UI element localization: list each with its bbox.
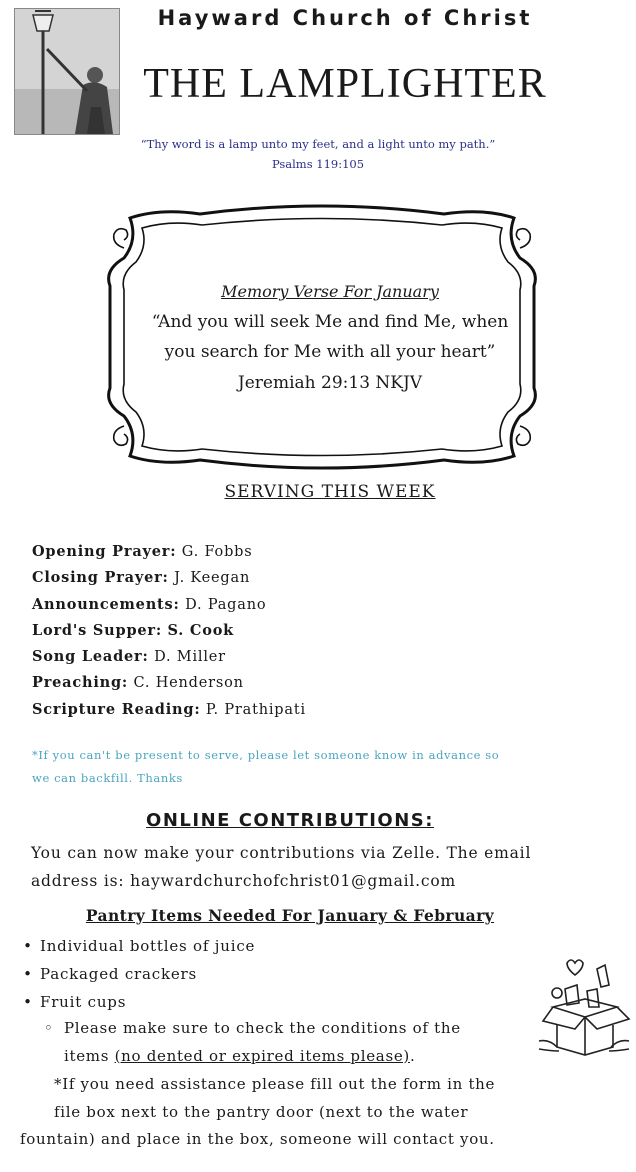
online-contributions-text <box>31 840 611 895</box>
serving-note-line-1: *If you can't be present to serve, please let someone know in advance so <box>32 748 500 762</box>
bullet-icon: • <box>23 993 33 1011</box>
serving-role: Song Leader: <box>32 648 149 666</box>
pantry-item-label: Fruit cups <box>40 993 127 1011</box>
scripture-quote: “Thy word is a lamp unto my feet, and a light unto my path.” <box>140 137 496 151</box>
online-line-2: address is: haywardchurchofchrist01@gmail.com <box>31 871 457 890</box>
serving-person: S. Cook <box>167 621 235 639</box>
pantry-sub-suffix: . <box>409 1046 416 1065</box>
pantry-sub-text-1: Please make sure to check the conditions of the <box>64 1019 461 1037</box>
pantry-item-label: Packaged crackers <box>40 965 197 983</box>
serving-item <box>32 539 306 565</box>
memory-verse-line-2: you search for Me with all your heart” <box>164 342 496 362</box>
serving-item <box>32 565 306 591</box>
church-name: Hayward Church of Christ <box>157 6 533 30</box>
serving-note-line-2: we can backfill. Thanks <box>32 771 183 785</box>
circle-bullet-icon: ◦ <box>44 1019 54 1037</box>
serving-person: J. Keegan <box>174 570 251 587</box>
serving-role: Opening Prayer: <box>32 543 177 560</box>
serving-item <box>32 618 306 644</box>
pantry-heading: Pantry Items Needed For January & February <box>85 906 495 925</box>
serving-role: Announcements: <box>32 595 180 613</box>
pantry-item <box>16 932 255 960</box>
serving-heading: SERVING THIS WEEK <box>224 482 436 502</box>
serving-person: P. Prathipati <box>205 701 306 718</box>
serving-person: D. Pagano <box>185 596 267 613</box>
lamplighter-photo <box>14 8 120 135</box>
serving-item <box>32 670 306 696</box>
pantry-sub-line-2 <box>44 1043 534 1071</box>
bullet-icon: • <box>23 937 33 955</box>
serving-list <box>32 539 306 723</box>
serving-role: Closing Prayer: <box>32 569 169 587</box>
online-contributions-heading: ONLINE CONTRIBUTIONS: <box>146 810 434 831</box>
pantry-list <box>16 932 255 1016</box>
serving-role: Preaching: <box>32 674 129 692</box>
donation-box-icon <box>535 955 633 1063</box>
pantry-item-label: Individual bottles of juice <box>40 937 256 955</box>
bullet-icon: • <box>23 965 33 983</box>
newsletter-title: THE LAMPLIGHTER <box>143 61 547 107</box>
serving-item <box>32 592 306 618</box>
serving-role: Lord's Supper: <box>32 621 163 639</box>
memory-verse-title: Memory Verse For January <box>221 282 439 301</box>
serving-role: Scripture Reading: <box>32 700 201 718</box>
serving-note <box>32 744 622 790</box>
pantry-sub-line-1 <box>44 1015 534 1043</box>
serving-item <box>32 644 306 670</box>
assist-line-1: *If you need assistance please fill out the form in the <box>54 1075 496 1093</box>
serving-person: G. Fobbs <box>181 544 253 560</box>
serving-item <box>32 697 306 723</box>
memory-verse-reference: Jeremiah 29:13 NKJV <box>237 373 423 393</box>
memory-verse-frame <box>90 200 554 474</box>
assist-line-2: file box next to the pantry door (next to the water <box>54 1102 469 1121</box>
pantry-item <box>16 960 255 988</box>
pantry-assistance-note <box>20 1071 580 1154</box>
online-line-1: You can now make your contributions via Zelle. The email <box>31 844 532 862</box>
serving-person: D. Miller <box>154 649 226 666</box>
memory-verse-line-1: “And you will seek Me and find Me, when <box>151 312 509 332</box>
assist-line-3: fountain) and place in the box, someone will contact you. <box>20 1130 495 1148</box>
pantry-sub-prefix: items <box>64 1046 115 1065</box>
pantry-item <box>16 988 255 1016</box>
serving-person: C. Henderson <box>133 675 244 692</box>
scripture-reference: Psalms 119:105 <box>271 157 365 171</box>
pantry-sub-note <box>44 1015 534 1070</box>
pantry-sub-underlined: (no dented or expired items please) <box>114 1046 410 1065</box>
